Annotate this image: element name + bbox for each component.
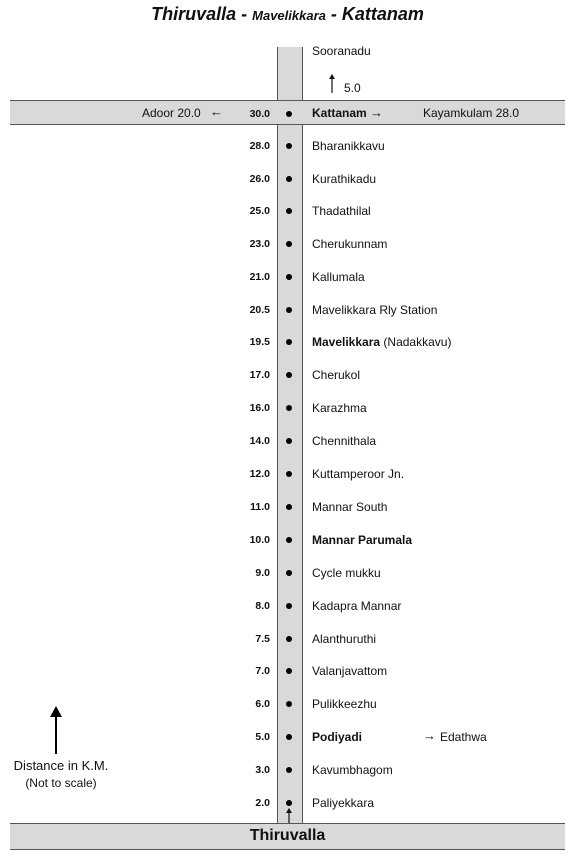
stop-name: Podiyadi bbox=[312, 730, 363, 744]
stop-distance: 10.0 bbox=[249, 534, 270, 546]
title-part-mavelikkara: Mavelikkara bbox=[252, 8, 326, 23]
stop-name: Mavelikkara bbox=[312, 335, 381, 349]
stop-dot bbox=[286, 471, 292, 477]
origin-label: Thiruvalla bbox=[249, 827, 326, 844]
stop-name: Paliyekkara bbox=[312, 796, 375, 810]
sooranadu-distance: 5.0 bbox=[344, 81, 361, 95]
stop-dot bbox=[286, 668, 292, 674]
stop-dot bbox=[286, 636, 292, 642]
stop-dot bbox=[286, 603, 292, 609]
stop-dot bbox=[286, 176, 292, 182]
stop-distance: 23.0 bbox=[249, 238, 270, 250]
stop-distance: 20.5 bbox=[249, 304, 270, 316]
stop-name: Bharanikkavu bbox=[312, 139, 385, 153]
branch-destination: Edathwa bbox=[440, 730, 487, 744]
stop-distance: 5.0 bbox=[255, 731, 270, 743]
stop-distance: 14.0 bbox=[249, 435, 270, 447]
stop-dot bbox=[286, 307, 292, 313]
stop-distance: 7.0 bbox=[255, 665, 270, 677]
stop-name: Pulikkeezhu bbox=[312, 697, 377, 711]
right-arrow-icon: → bbox=[423, 728, 436, 743]
stop-name: Alanthuruthi bbox=[312, 632, 377, 646]
stop-name: Karazhma bbox=[312, 401, 367, 415]
stop-dot bbox=[286, 339, 292, 345]
stop-dot bbox=[286, 767, 292, 773]
left-arrow-icon: ← bbox=[210, 104, 223, 119]
stop-name: Cycle mukku bbox=[312, 566, 381, 580]
stop-dot bbox=[286, 734, 292, 740]
stop-distance: 12.0 bbox=[249, 468, 270, 480]
stop-dot bbox=[286, 241, 292, 247]
stop-name: Thadathilal bbox=[312, 204, 371, 218]
junction-left-destination: Adoor 20.0 bbox=[142, 106, 201, 120]
stop-distance: 21.0 bbox=[249, 271, 270, 283]
stop-name: Mannar Parumala bbox=[312, 533, 413, 547]
stop-distance: 19.5 bbox=[249, 336, 270, 348]
junction-distance: 30.0 bbox=[249, 108, 270, 120]
stop-name-mavelikkara bbox=[312, 335, 451, 349]
stop-distance: 3.0 bbox=[255, 764, 270, 776]
stop-sooranadu: Sooranadu bbox=[312, 44, 371, 58]
stop-dot bbox=[286, 405, 292, 411]
stop-dot bbox=[286, 701, 292, 707]
stop-dot bbox=[286, 570, 292, 576]
stop-dot bbox=[286, 438, 292, 444]
stop-distance: 16.0 bbox=[249, 402, 270, 414]
stop-name: Valanjavattom bbox=[312, 664, 388, 678]
stop-dot bbox=[286, 208, 292, 214]
stop-distance: 17.0 bbox=[249, 369, 270, 381]
stop-name: Cherukol bbox=[312, 368, 361, 382]
stop-note: (Nadakkavu) bbox=[383, 335, 452, 349]
stop-name: Mannar South bbox=[312, 500, 388, 514]
stop-distance: 28.0 bbox=[249, 140, 270, 152]
stop-name: Kuttamperoor Jn. bbox=[312, 467, 405, 481]
legend-distance-unit: Distance in K.M. bbox=[13, 758, 109, 773]
stop-dot bbox=[286, 537, 292, 543]
stop-dot bbox=[286, 800, 292, 806]
stop-dot bbox=[286, 504, 292, 510]
stop-dot bbox=[286, 274, 292, 280]
stop-distance: 8.0 bbox=[255, 600, 270, 612]
stop-name: Chennithala bbox=[312, 434, 377, 448]
right-arrow-icon: → bbox=[370, 105, 384, 120]
stop-name: Kallumala bbox=[312, 270, 365, 284]
stop-distance: 11.0 bbox=[250, 501, 270, 513]
map-title bbox=[0, 4, 575, 25]
stop-name: Kavumbhagom bbox=[312, 763, 393, 777]
up-arrow-icon bbox=[283, 808, 295, 824]
stop-name: Kadapra Mannar bbox=[312, 599, 402, 613]
stop-name: Cherukunnam bbox=[312, 237, 388, 251]
main-road bbox=[277, 47, 303, 825]
stop-dot bbox=[286, 143, 292, 149]
stop-distance: 26.0 bbox=[249, 173, 270, 185]
stop-dot bbox=[286, 372, 292, 378]
stop-distance: 2.0 bbox=[255, 797, 270, 809]
stop-distance: 9.0 bbox=[255, 567, 270, 579]
junction-name bbox=[312, 106, 383, 120]
junction-right-destination: Kayamkulam 28.0 bbox=[423, 106, 520, 120]
legend-scale-note: (Not to scale) bbox=[25, 776, 97, 790]
junction-name-label: Kattanam bbox=[312, 106, 367, 120]
stop-distance: 25.0 bbox=[249, 205, 270, 217]
stop-name: Kurathikadu bbox=[312, 172, 377, 186]
title-part-kattanam: - Kattanam bbox=[325, 4, 424, 24]
up-arrow-icon bbox=[326, 74, 338, 94]
stop-distance: 7.5 bbox=[255, 633, 270, 645]
north-arrow-icon bbox=[46, 706, 66, 756]
stop-name: Mavelikkara Rly Station bbox=[312, 303, 438, 317]
junction-dot bbox=[286, 111, 292, 117]
title-part-thiruvalla: Thiruvalla - bbox=[151, 4, 253, 24]
stop-distance: 6.0 bbox=[255, 698, 270, 710]
